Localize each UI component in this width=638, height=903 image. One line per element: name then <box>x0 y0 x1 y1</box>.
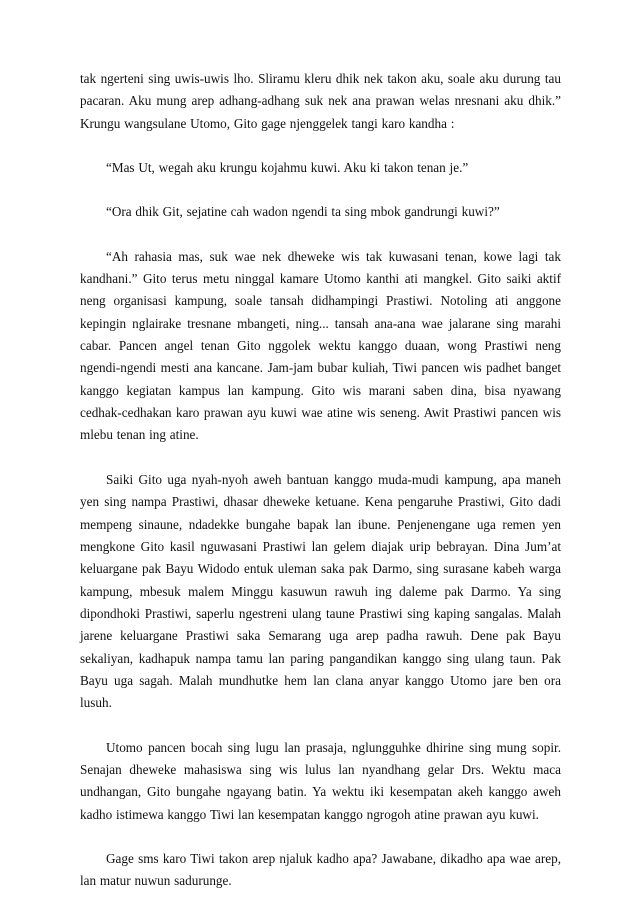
paragraph-2: “Mas Ut, wegah aku krungu kojahmu kuwi. Aku ki takon tenan je.” <box>106 160 469 176</box>
paragraph-5: Saiki Gito uga nyah-nyoh aweh bantuan kanggo muda-mudi kampung, apa maneh yen sing nampa Prastiwi, dhasar dheweke ketuane. Kena pengaruhe Prastiwi, Gito dadi mempeng sinaune, ndadekke bungahe bapak lan ibune. Penjenengane uga remen yen mengkone Gito kasil nguwasani Prastiwi lan gelem diajak urip bebrayan. Dina Jum’at keluargane pak Bayu Widodo entuk uleman saka pak Darmo, sing surasane kabeh warga kampung, mbesuk malem Minggu kasuwun rawuh ing daleme pak Darmo. Ya sing dipondhoki Prastiwi, saperlu ngestreni ulang taune Prastiwi sing kaping sangalas. Malah jarene keluargane Prastiwi saka Semarang uga arep padha rawuh. Dene pak Bayu sekaliyan, kadhapuk nampa tamu lan paring pangandikan kanggo sing ulang taun. Pak Bayu uga sagah. Malah mundhutke hem lan clana anyar kanggo Utomo jare ben ora lusuh. <box>80 471 561 711</box>
paragraph-4: “Ah rahasia mas, suk wae nek dheweke wis tak kuwasani tenan, kowe lagi tak kandhani.” Gito terus metu ninggal kamare Utomo kanthi ati mangkel. Gito saiki aktif neng organisasi kampung, soale tansah didhampingi Prastiwi. Notoling ati anggone kepingin nglairake tresnane mbangeti, ning... tansah ana-ana wae jalarane sing marahi cabar. Pancen angel tenan Gito nggolek wektu kanggo duaan, wong Prastiwi neng ngendi-ngendi mesti ana kancane. Jam-jam bubar kuliah, Tiwi pancen wis padhet banget kanggo kegiatan kampus lan kampung. Gito wis marani saben dina, bisa nyawang cedhak-cedhakan karo prawan ayu kuwi wae atine wis seneng. Awit Prastiwi pancen wis mlebu tenan ing atine. <box>80 248 561 443</box>
paragraph-7: Gage sms karo Tiwi takon arep njaluk kadho apa? Jawabane, dikadho apa wae arep, lan matur nuwun sadurunge. <box>80 850 561 889</box>
paragraph-6: Utomo pancen bocah sing lugu lan prasaja, nglungguhke dhirine sing mung sopir. Senajan dheweke mahasiswa sing wis lulus lan nyandhang gelar Drs. Wektu maca undhangan, Gito bungahe ngayang batin. Ya wektu iki kesempatan akeh kanggo aweh kadho istimewa kanggo Tiwi lan kesempatan kanggo ngrogoh atine prawan ayu kuwi. <box>80 739 561 822</box>
paragraph-3: “Ora dhik Git, sejatine cah wadon ngendi ta sing mbok gandrungi kuwi?” <box>106 204 500 220</box>
paragraph-1: tak ngerteni sing uwis-uwis lho. Sliramu kleru dhik nek takon aku, soale aku durung tau pacaran. Aku mung arep adhang-adhang suk nek ana prawan welas nresnani aku dhik.” Krungu wangsulane Utomo, Gito gage njenggelek tangi karo kandha : <box>80 71 561 131</box>
document-body <box>80 68 561 893</box>
